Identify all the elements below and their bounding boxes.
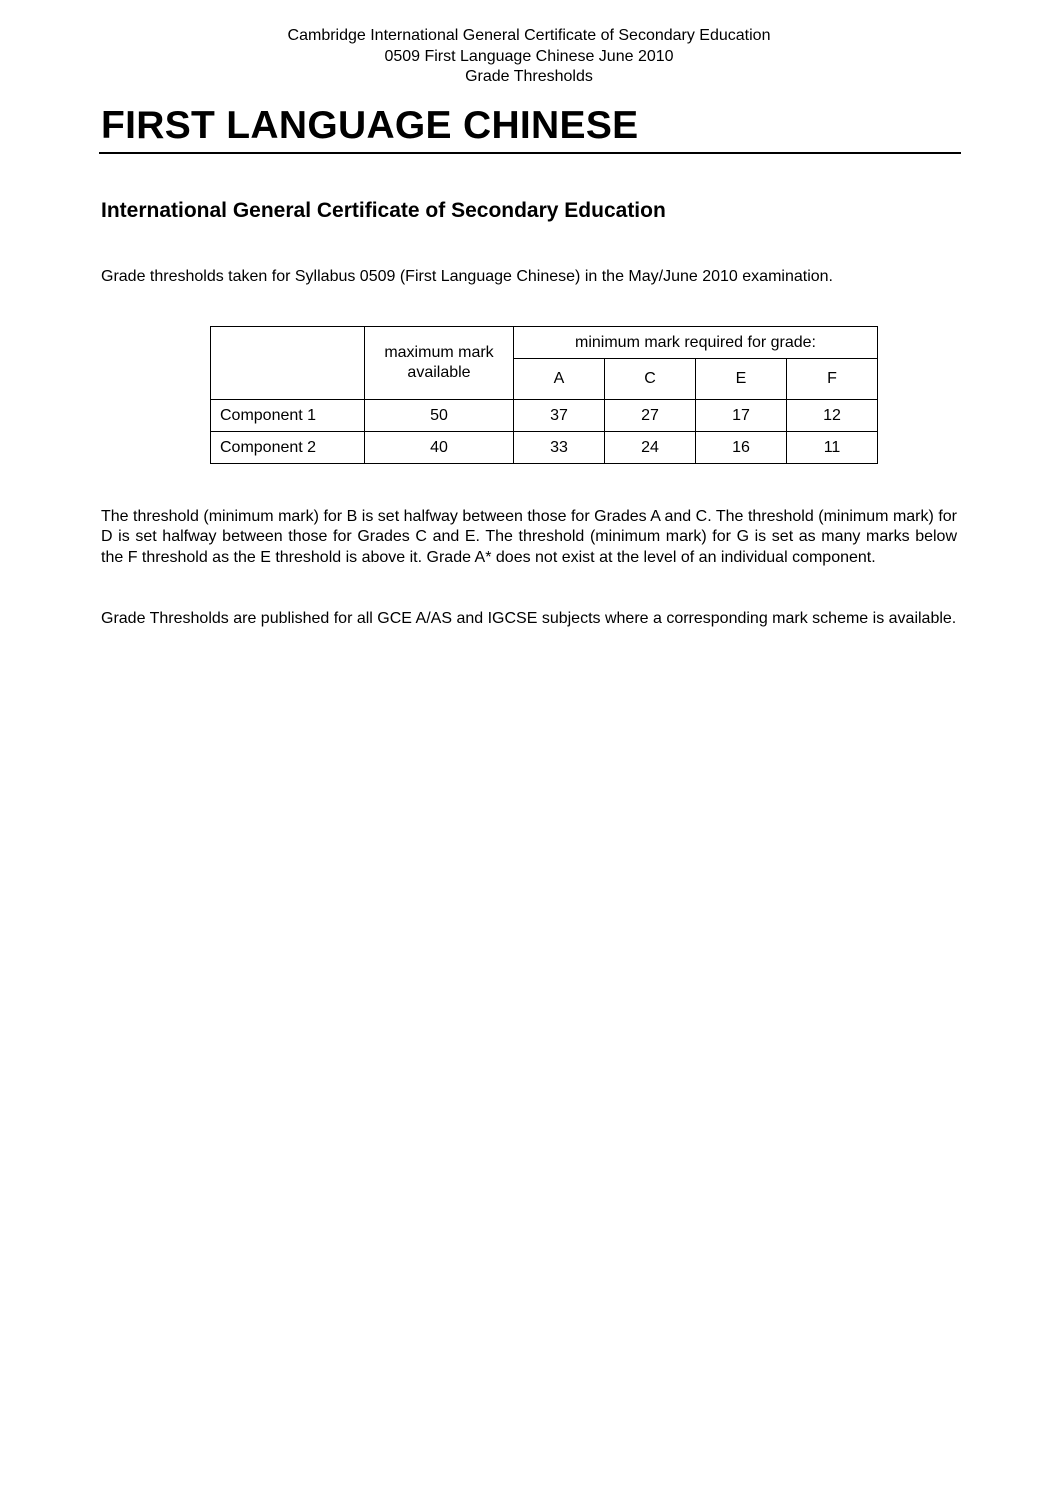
threshold-cell: 27 [605,400,696,432]
header-line-syllabus: 0509 First Language Chinese June 2010 [384,47,674,65]
publication-note-paragraph: Grade Thresholds are published for all GCE A/AS and IGCSE subjects where a corresponding mark scheme is available. [101,610,957,627]
threshold-cell: 12 [787,400,878,432]
max-mark-header: maximum mark available [365,327,514,400]
intro-text: Grade thresholds taken for Syllabus 0509 (First Language Chinese) in the May/June 2010 examination. [101,268,833,285]
table-row [211,400,878,432]
grade-header-cell: C [605,359,696,400]
threshold-notes-paragraph: The threshold (minimum mark) for B is set halfway between those for Grades A and C. The threshold (minimum mark) for D is set halfway between those for Grades C and E. The threshold (minimum mark) for G is set as many marks below the F threshold as the E threshold is above it. Grade A* does not exist at the level of an individual component. [101,508,957,566]
min-mark-header: minimum mark required for grade: [514,327,878,359]
max-mark-cell: 40 [365,432,514,464]
document-header [0,26,1058,88]
header-line-doc-type: Grade Thresholds [465,68,593,85]
component-label: Component 2 [211,432,365,464]
grade-header-cell: A [514,359,605,400]
qualification-subtitle: International General Certificate of Secondary Education [101,199,666,222]
threshold-cell: 17 [696,400,787,432]
page-title: FIRST LANGUAGE CHINESE [101,104,639,147]
threshold-cell: 11 [787,432,878,464]
table-corner-cell [211,327,365,400]
threshold-cell: 16 [696,432,787,464]
threshold-cell: 33 [514,432,605,464]
header-line-board: Cambridge International General Certificate of Secondary Education [287,27,771,44]
grade-header-cell: F [787,359,878,400]
grade-header-cell: E [696,359,787,400]
threshold-cell: 37 [514,400,605,432]
title-divider [99,152,961,154]
threshold-cell: 24 [605,432,696,464]
max-mark-cell: 50 [365,400,514,432]
table-header-row [211,327,878,359]
component-label: Component 1 [211,400,365,432]
table-row [211,432,878,464]
grade-threshold-table [210,326,878,464]
